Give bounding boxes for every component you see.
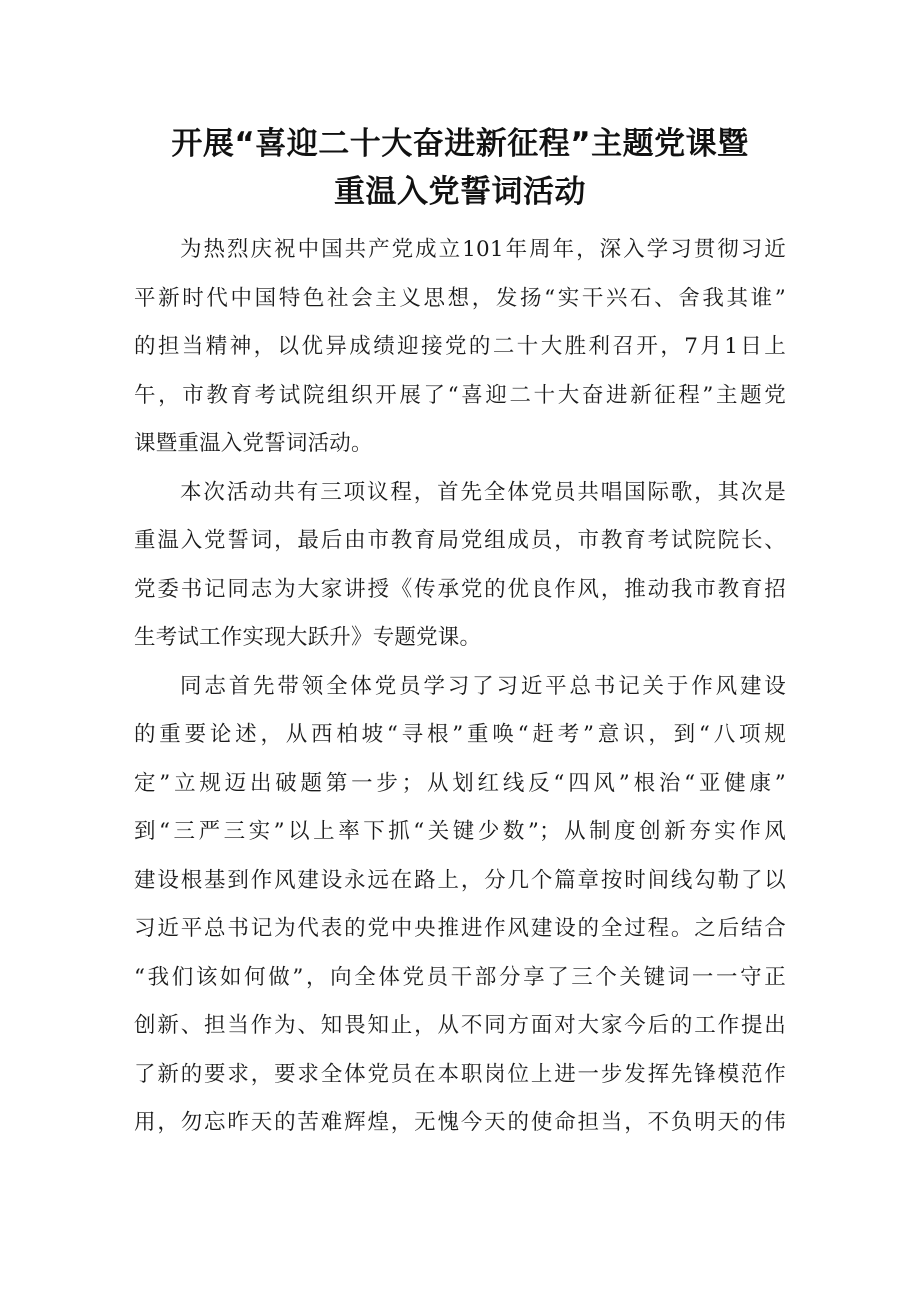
text-line: 创新、担当作为、知畏知止，从不同方面对大家今后的工作提出 (134, 1013, 786, 1038)
text-line: 党委书记同志为大家讲授《传承党的优良作风，推动我市教育招 (134, 576, 786, 602)
paragraph-1 (134, 226, 786, 469)
text-line: 为热烈庆祝中国共产党成立101年周年，深入学习贯彻习近 (180, 237, 786, 262)
document-title (90, 120, 830, 216)
text-line: 平新时代中国特色社会主义思想，发扬“实干兴石、舍我其谁” (134, 285, 786, 311)
paragraph-3 (134, 663, 786, 1148)
text-line: 习近平总书记为代表的党中央推进作风建设的全过程。之后结合 (134, 916, 786, 941)
text-line: 重温入党誓词，最后由市教育局党组成员，市教育考试院院长、 (134, 528, 786, 553)
title-line-1: 开展“喜迎二十大奋进新征程”主题党课暨 (171, 126, 749, 162)
document-body (134, 226, 786, 1148)
text-line: 同志首先带领全体党员学习了习近平总书记关于作风建设 (180, 673, 786, 699)
paragraph-2 (134, 469, 786, 663)
text-line: 课暨重温入党誓词活动。 (134, 431, 373, 456)
title-line-2: 重温入党誓词活动 (334, 174, 586, 210)
text-line: 生考试工作实现大跃升》专题党课。 (134, 625, 482, 650)
text-line: 用，勿忘昨天的苦难辉煌，无愧今天的使命担当，不负明天的伟 (134, 1110, 786, 1135)
text-line: 午，市教育考试院组织开展了“喜迎二十大奋进新征程”主题党 (134, 382, 786, 408)
text-line: 建设根基到作风建设永远在路上，分几个篇章按时间线勾勒了以 (134, 867, 786, 893)
text-line: 本次活动共有三项议程，首先全体党员共唱国际歌，其次是 (180, 479, 786, 505)
text-line: 到“三严三实”以上率下抓“关键少数”；从制度创新夯实作风 (134, 819, 786, 844)
text-line: 的重要论述，从西柏坡“寻根”重唤“赶考”意识，到“八项规 (134, 722, 786, 747)
text-line: 定”立规迈出破题第一步；从划红线反“四风”根治“亚健康” (134, 770, 786, 796)
text-line: 了新的要求，要求全体党员在本职岗位上进一步发挥先锋模范作 (134, 1061, 786, 1087)
text-line: “我们该如何做”，向全体党员干部分享了三个关键词一一守正 (134, 964, 786, 990)
text-line: 的担当精神，以优异成绩迎接党的二十大胜利召开，7月1日上 (134, 334, 786, 359)
